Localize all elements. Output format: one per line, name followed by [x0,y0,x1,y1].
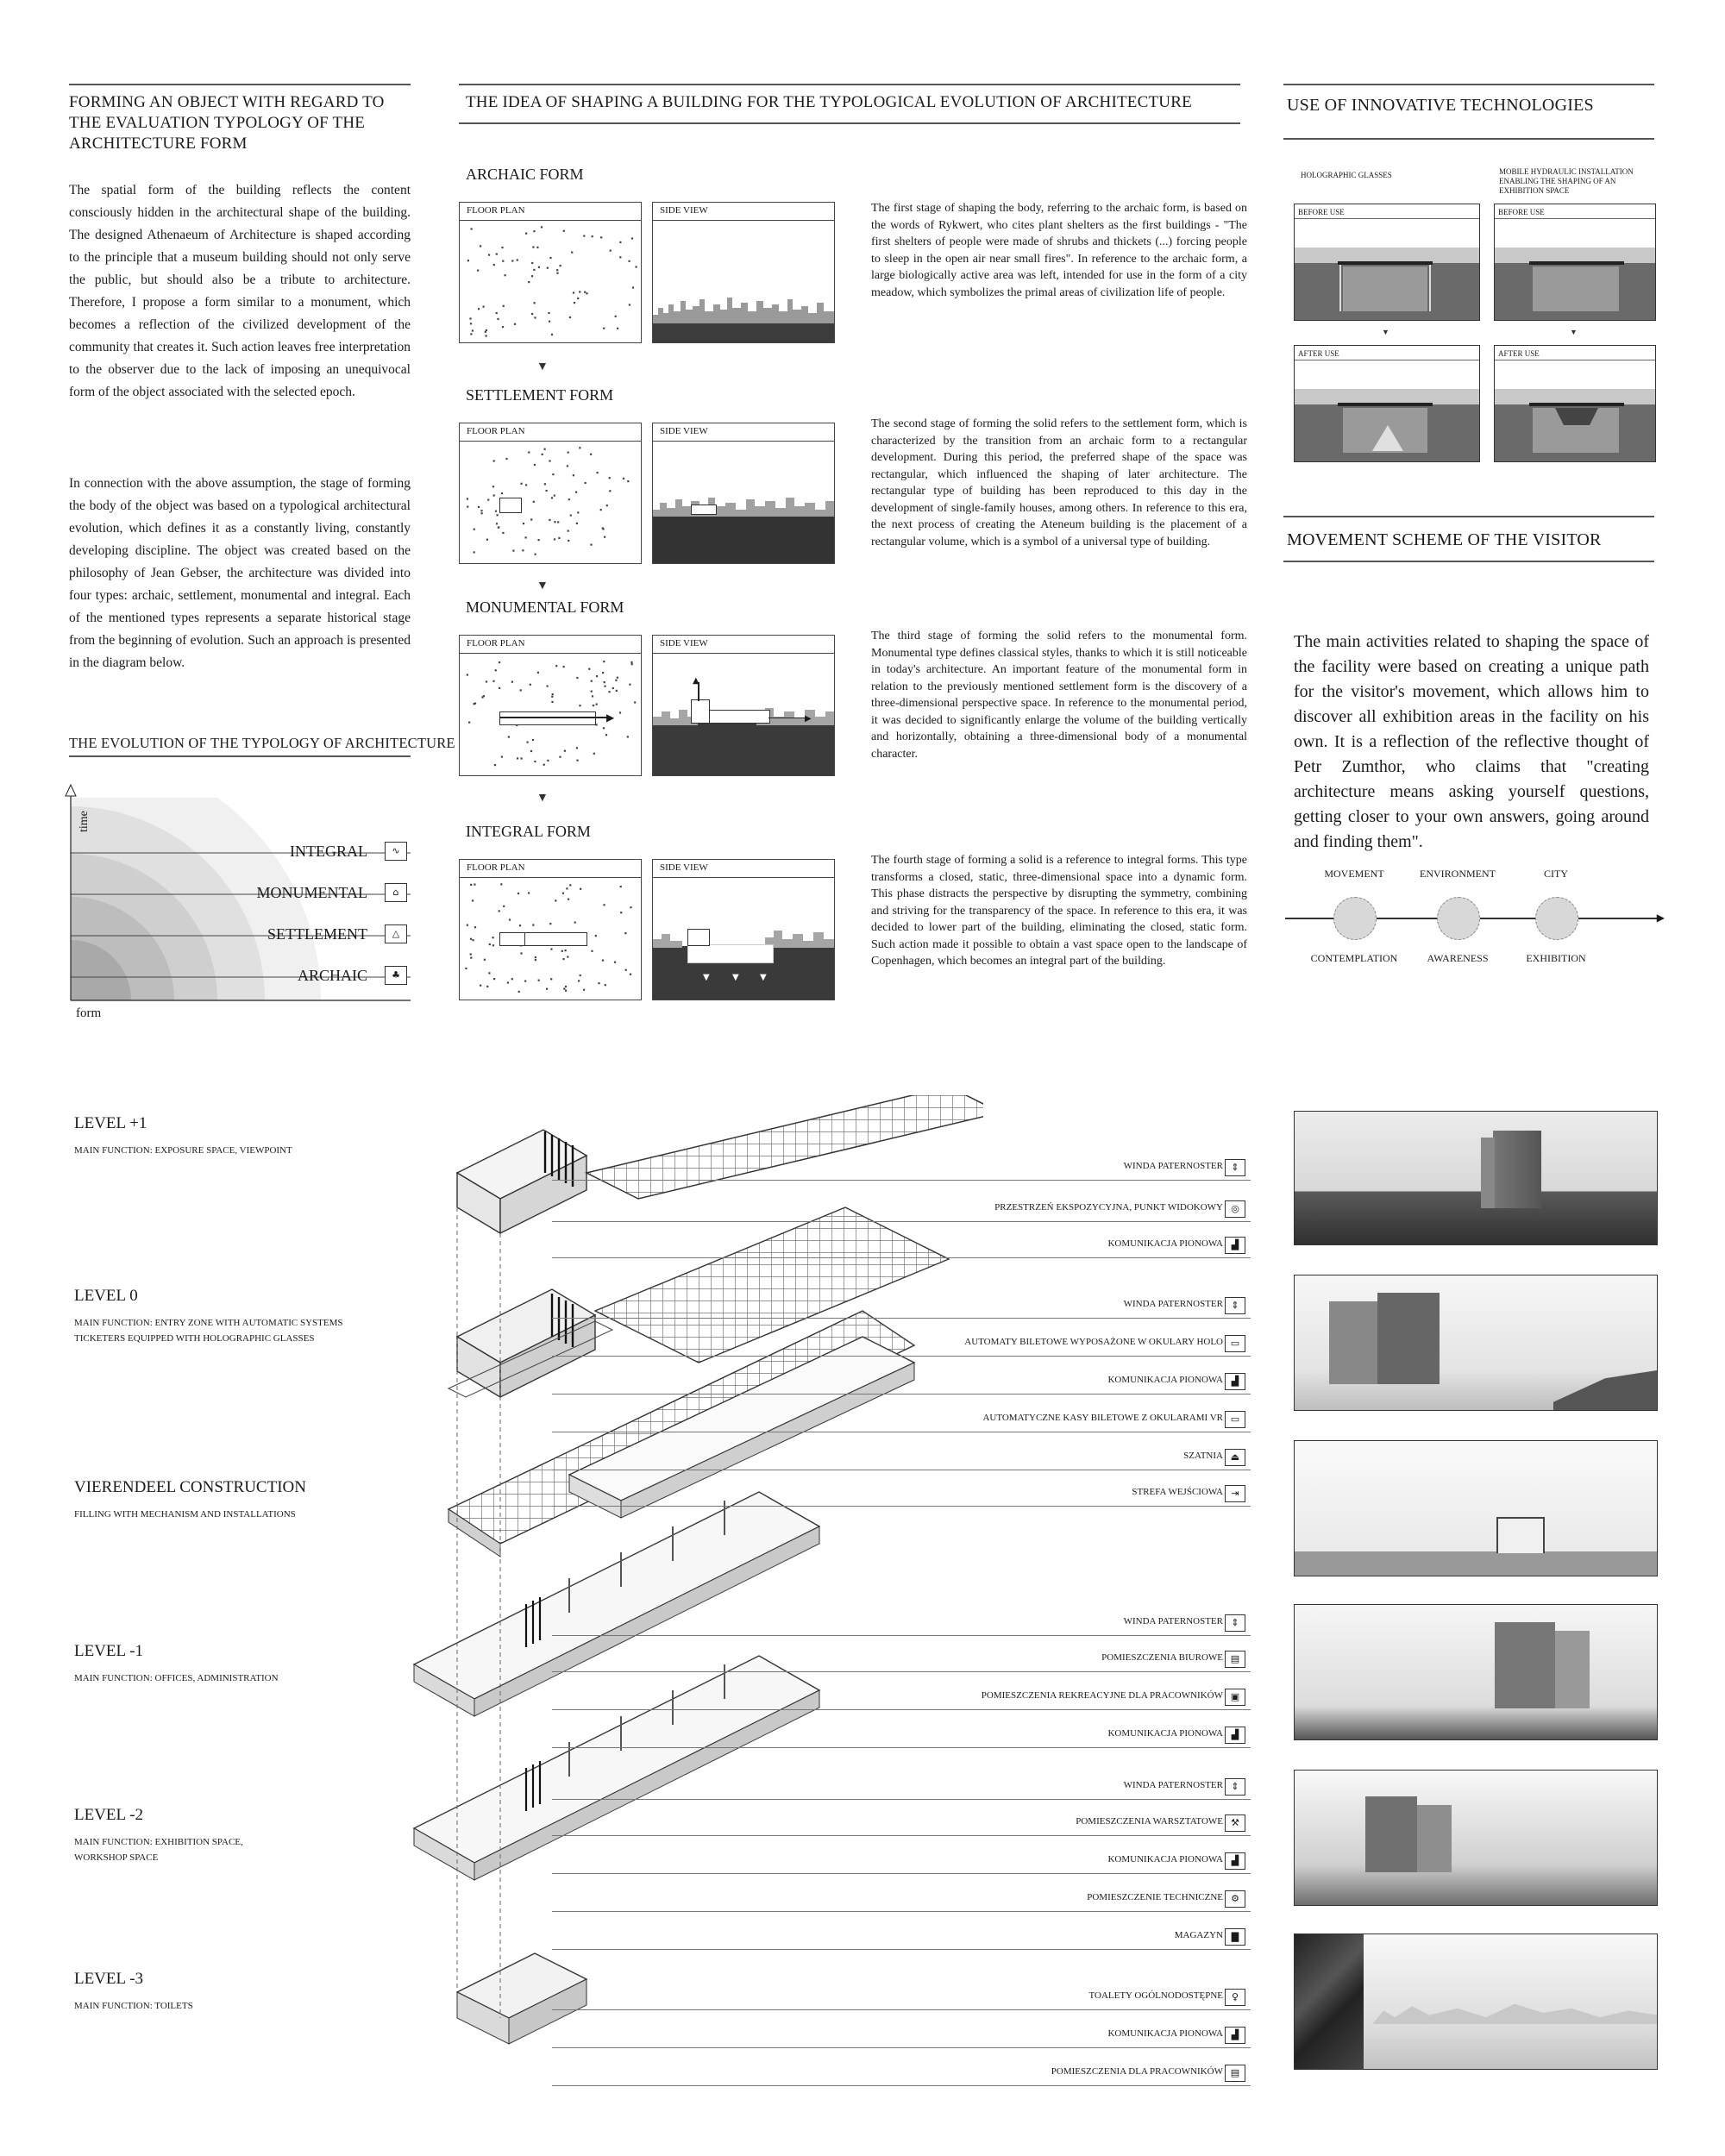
legend-label: WINDA PATERNOSTER [1123,1299,1223,1309]
legend-label: POMIESZCZENIA BIUROWE [1101,1652,1223,1663]
render-level-minus2 [1294,1770,1658,1906]
arrow-down-icon: ▼ [536,792,549,805]
elevator-icon: ⇕ [1225,1297,1245,1314]
floor-plan-caption: FLOOR PLAN [467,862,525,873]
level-0-title: LEVEL 0 [74,1287,138,1305]
movement-heading: MOVEMENT SCHEME OF THE VISITOR [1287,530,1602,549]
legend-label: WINDA PATERNOSTER [1123,1616,1223,1626]
office-icon: ▤ [1225,1651,1245,1668]
legend-label: KOMUNIKACJA PIONOWA [1107,2028,1223,2039]
tech-holo-before [1294,204,1480,321]
legend-label: KOMUNIKACJA PIONOWA [1107,1375,1223,1385]
level-minus2-sub-1: MAIN FUNCTION: EXHIBITION SPACE, [74,1837,243,1847]
tree-icon: ♣ [385,966,407,985]
vierendeel-sub: FILLING WITH MECHANISM AND INSTALLATIONS [74,1509,296,1520]
arrow-down-icon: ▼ [536,360,549,373]
evolution-label-integral: INTEGRAL [290,843,367,860]
archaic-form-title: ARCHAIC FORM [466,166,584,183]
level-minus3-sub: MAIN FUNCTION: TOILETS [74,2001,193,2011]
stairs-icon: ▟ [1225,1237,1245,1254]
integral-floor-plan [459,859,642,1000]
settlement-form-text: The second stage of forming the solid refers to the settlement form, which is characterized by the transition from an archaic form to a rectangular development. During this period, the preferred shape of the space was rectangular, which influenced the shaping of later architecture. The rectangular type of building has been reproduced to this day in the development of single-family houses, among others. In reference to this era, the next process of creating the Ateneum building is the placement of a rectangular volume, which is a symbol of a universal type of building. [871,417,1247,548]
settlement-floor-plan [459,423,642,564]
elevator-icon: ⇕ [1225,1778,1245,1796]
side-view-caption: SIDE VIEW [660,862,708,873]
legend-label: POMIESZCZENIA WARSZTATOWE [1076,1816,1223,1827]
legend-label: POMIESZCZENIA REKREACYJNE DLA PRACOWNIKÓW [981,1690,1223,1701]
legend-label: POMIESZCZENIE TECHNICZNE [1087,1892,1223,1902]
ticket-icon: ▭ [1225,1411,1245,1428]
level-0-sub-2: TICKETERS EQUIPPED WITH HOLOGRAPHIC GLASSES [74,1333,315,1344]
legend-label: AUTOMATYCZNE KASY BILETOWE Z OKULARAMI VR [982,1413,1223,1423]
stairs-icon: ▟ [1225,2027,1245,2044]
movement-node-top-2: ENVIRONMENT [1420,868,1496,880]
level-minus2-title: LEVEL -2 [74,1806,144,1824]
stairs-icon: ▟ [1225,1852,1245,1870]
elevator-icon: ⇕ [1225,1614,1245,1632]
legend-label: TOALETY OGÓLNODOSTĘPNE [1088,1990,1223,2001]
left-paragraph-1: The spatial form of the building reflects the content consciously hidden in the architectural shape of the building. The designed Athenaeum of Architecture is shaped according to the principle that a museum building should not only serve the public, but should also be a tribute to architecture. Therefore, I propose a form similar to a monument, which becomes a reflection of the civilized development of the community that creates it. Such action leaves free interpretation to the observer due to the lack of imposing an unequivocal form of the object associated with the selected epoch. [69,183,411,399]
side-view-caption: SIDE VIEW [660,426,708,436]
legend-label: KOMUNIKACJA PIONOWA [1107,1238,1223,1249]
office-icon: ▤ [1225,2065,1245,2082]
monumental-side-view: SIDE VIEW ▲ ▶ [652,635,835,776]
evolution-label-monumental: MONUMENTAL [256,884,367,901]
recreation-icon: ▣ [1225,1689,1245,1706]
legend-label: KOMUNIKACJA PIONOWA [1107,1728,1223,1739]
stairs-icon: ▟ [1225,1373,1245,1390]
middle-heading: THE IDEA OF SHAPING A BUILDING FOR THE TYPOLOGICAL EVOLUTION OF ARCHITECTURE [466,93,1192,111]
after-use-label: AFTER USE [1298,349,1339,358]
vierendeel-title: VIERENDEEL CONSTRUCTION [74,1478,306,1496]
left-paragraph-2: In connection with the above assumption, the stage of forming the body of the object was based on a typological architectural evolution, which defines it as a constantly living, constantly developing discipline. The object was created based on the philosophy of Jean Gebser, the architecture was divided into four types: archaic, settlement, monumental and integral. Each of the mentioned types represents a separate historical stage from the beginning of evolution. Such an approach is presented in the diagram below. [69,476,411,670]
evolution-y-label: time [78,811,91,832]
entrance-icon: ⇥ [1225,1485,1245,1502]
integral-form-title: INTEGRAL FORM [466,823,591,840]
level-0-sub-1: MAIN FUNCTION: ENTRY ZONE WITH AUTOMATIC SYSTEMS [74,1318,343,1328]
legend-label: WINDA PATERNOSTER [1123,1780,1223,1790]
movement-node-top-1: MOVEMENT [1324,868,1384,880]
temple-icon: ⌂ [385,883,407,902]
floor-plan-caption: FLOOR PLAN [467,205,525,216]
monumental-form-text: The third stage of forming the solid refers to the monumental form. Monumental type defines classical styles, thanks to which it is still noticeable in today's architecture. An important feature of the monumental form in relation to the previously mentioned settlement form is the discovery of a three-dimensional perspective space. In reference to the monumental period, it was decided to significantly enlarge the volume of the building vertically and horizontally, obtaining a three-dimensional body of a monumental character. [871,630,1247,761]
render-vierendeel [1294,1440,1658,1576]
legend-label: KOMUNIKACJA PIONOWA [1107,1854,1223,1865]
level-minus3-title: LEVEL -3 [74,1970,144,1988]
integral-side-view: SIDE VIEW ▼ ▼ ▼ [652,859,835,1000]
level-minus2-sub-2: WORKSHOP SPACE [74,1852,159,1863]
settlement-side-view [652,423,835,564]
arrow-down-icon: ▼ [536,580,549,592]
movement-node-bottom-2: AWARENESS [1427,952,1489,964]
workshop-icon: ⚒ [1225,1814,1245,1832]
monumental-floor-plan: FLOOR PLAN ▶ [459,635,642,776]
arrow-down-icon: ▼ [1570,328,1578,336]
level-minus1-title: LEVEL -1 [74,1642,144,1660]
toilet-icon: ♀ [1225,1989,1245,2006]
ticket-icon: ▭ [1225,1335,1245,1352]
integral-form-text: The fourth stage of forming a solid is a reference to integral forms. This type transforms a closed, static, three-dimensional space into a dynamic form. This phase distracts the perspective by disrupting the symmetry, combining and striving for the transparency of the space. In reference to this era, it was decided to lower part of the building, eliminating the closed, static form. Such action made it possible to obtain a vast space open to the landscape of Copenhagen, which becomes an integral part of the building. [871,854,1247,968]
render-level-minus3 [1294,1934,1658,2070]
archaic-side-view [652,202,835,343]
gear-icon: ⚙ [1225,1890,1245,1908]
archaic-form-text: The first stage of shaping the body, referring to the archaic form, is based on the words of Rykwert, who cites plant shelters as the first buildings - "The first shelters of people were made of shrubs and thickets (...) forcing people to sleep in the open air near small fires". In reference to the archaic form, a large biologically active area was left, intended for use in the form of a city meadow, which symbolizes the primal areas of civilization life of people. [871,202,1247,299]
legend-list [380,1112,1259,2087]
evolution-x-label: form [76,1006,102,1020]
settlement-form-title: SETTLEMENT FORM [466,386,614,404]
evolution-heading: THE EVOLUTION OF THE TYPOLOGY OF ARCHITECTURE [69,735,455,751]
hydraulic-installation-title: MOBILE HYDRAULIC INSTALLATION ENABLING THE SHAPING OF AN EXHIBITION SPACE [1499,167,1634,195]
stairs-icon: ▟ [1225,1727,1245,1744]
house-icon: △ [385,924,407,943]
evolution-label-archaic: ARCHAIC [297,967,367,984]
movement-node-bottom-1: CONTEMPLATION [1310,952,1398,964]
tech-heading: USE OF INNOVATIVE TECHNOLOGIES [1287,96,1594,115]
movement-node-bottom-3: EXHIBITION [1526,952,1586,964]
arrow-down-icon: ▼ [1382,328,1389,336]
legend-label: STREFA WEJŚCIOWA [1132,1487,1223,1497]
legend-label: POMIESZCZENIA DLA PRACOWNIKÓW [1051,2066,1223,2077]
tech-holo-after [1294,345,1480,462]
holographic-glasses-title: HOLOGRAPHIC GLASSES [1301,171,1392,179]
wardrobe-icon: ⏏ [1225,1449,1245,1466]
tech-hydraulic-after [1494,345,1656,462]
floor-plan-caption: FLOOR PLAN [467,426,525,436]
evolution-diagram [60,780,423,1031]
wave-icon: ∿ [385,842,407,861]
side-view-caption: SIDE VIEW [660,205,708,216]
render-level-plus1 [1294,1111,1658,1245]
side-view-caption: SIDE VIEW [660,638,708,649]
monumental-form-title: MONUMENTAL FORM [466,599,624,616]
viewpoint-icon: ◎ [1225,1200,1245,1218]
left-heading: FORMING AN OBJECT WITH REGARD TO THE EVALUATION TYPOLOGY OF THE ARCHITECTURE FORM [69,93,385,153]
render-level-0 [1294,1275,1658,1411]
after-use-label: AFTER USE [1498,349,1540,358]
legend-label: MAGAZYN [1174,1930,1223,1940]
movement-scheme: ▶ MOVEMENT CONTEMPLATION ENVIRONMENT AWARENESS CITY EXHIBITION [1285,862,1665,975]
movement-node-top-3: CITY [1544,868,1568,880]
floor-plan-caption: FLOOR PLAN [467,638,525,649]
render-level-minus1 [1294,1604,1658,1740]
archaic-floor-plan [459,202,642,343]
level-minus1-sub: MAIN FUNCTION: OFFICES, ADMINISTRATION [74,1673,279,1683]
tech-hydraulic-before [1494,204,1656,321]
before-use-label: BEFORE USE [1298,208,1345,216]
elevator-icon: ⇕ [1225,1159,1245,1176]
legend-label: PRZESTRZEŃ EKSPOZYCYJNA, PUNKT WIDOKOWY [994,1202,1223,1213]
level-plus1-title: LEVEL +1 [74,1114,147,1132]
level-plus1-sub: MAIN FUNCTION: EXPOSURE SPACE, VIEWPOINT [74,1145,292,1156]
legend-label: SZATNIA [1183,1451,1223,1461]
movement-text: The main activities related to shaping the space of the facility were based on creating a unique path for the visitor's movement, which allows him to discover all exhibition areas in the facility on his own. It is a reflection of the reflective thought of Petr Zumthor, who claims that "creating architecture means asking yourself questions, getting closer to your own answers, going around and finding them". [1294,632,1649,851]
before-use-label: BEFORE USE [1498,208,1545,216]
evolution-label-settlement: SETTLEMENT [267,925,367,943]
legend-label: WINDA PATERNOSTER [1123,1161,1223,1171]
legend-label: AUTOMATY BILETOWE WYPOSAŻONE W OKULARY HOLO [964,1337,1223,1347]
storage-icon: ▇ [1225,1928,1245,1946]
